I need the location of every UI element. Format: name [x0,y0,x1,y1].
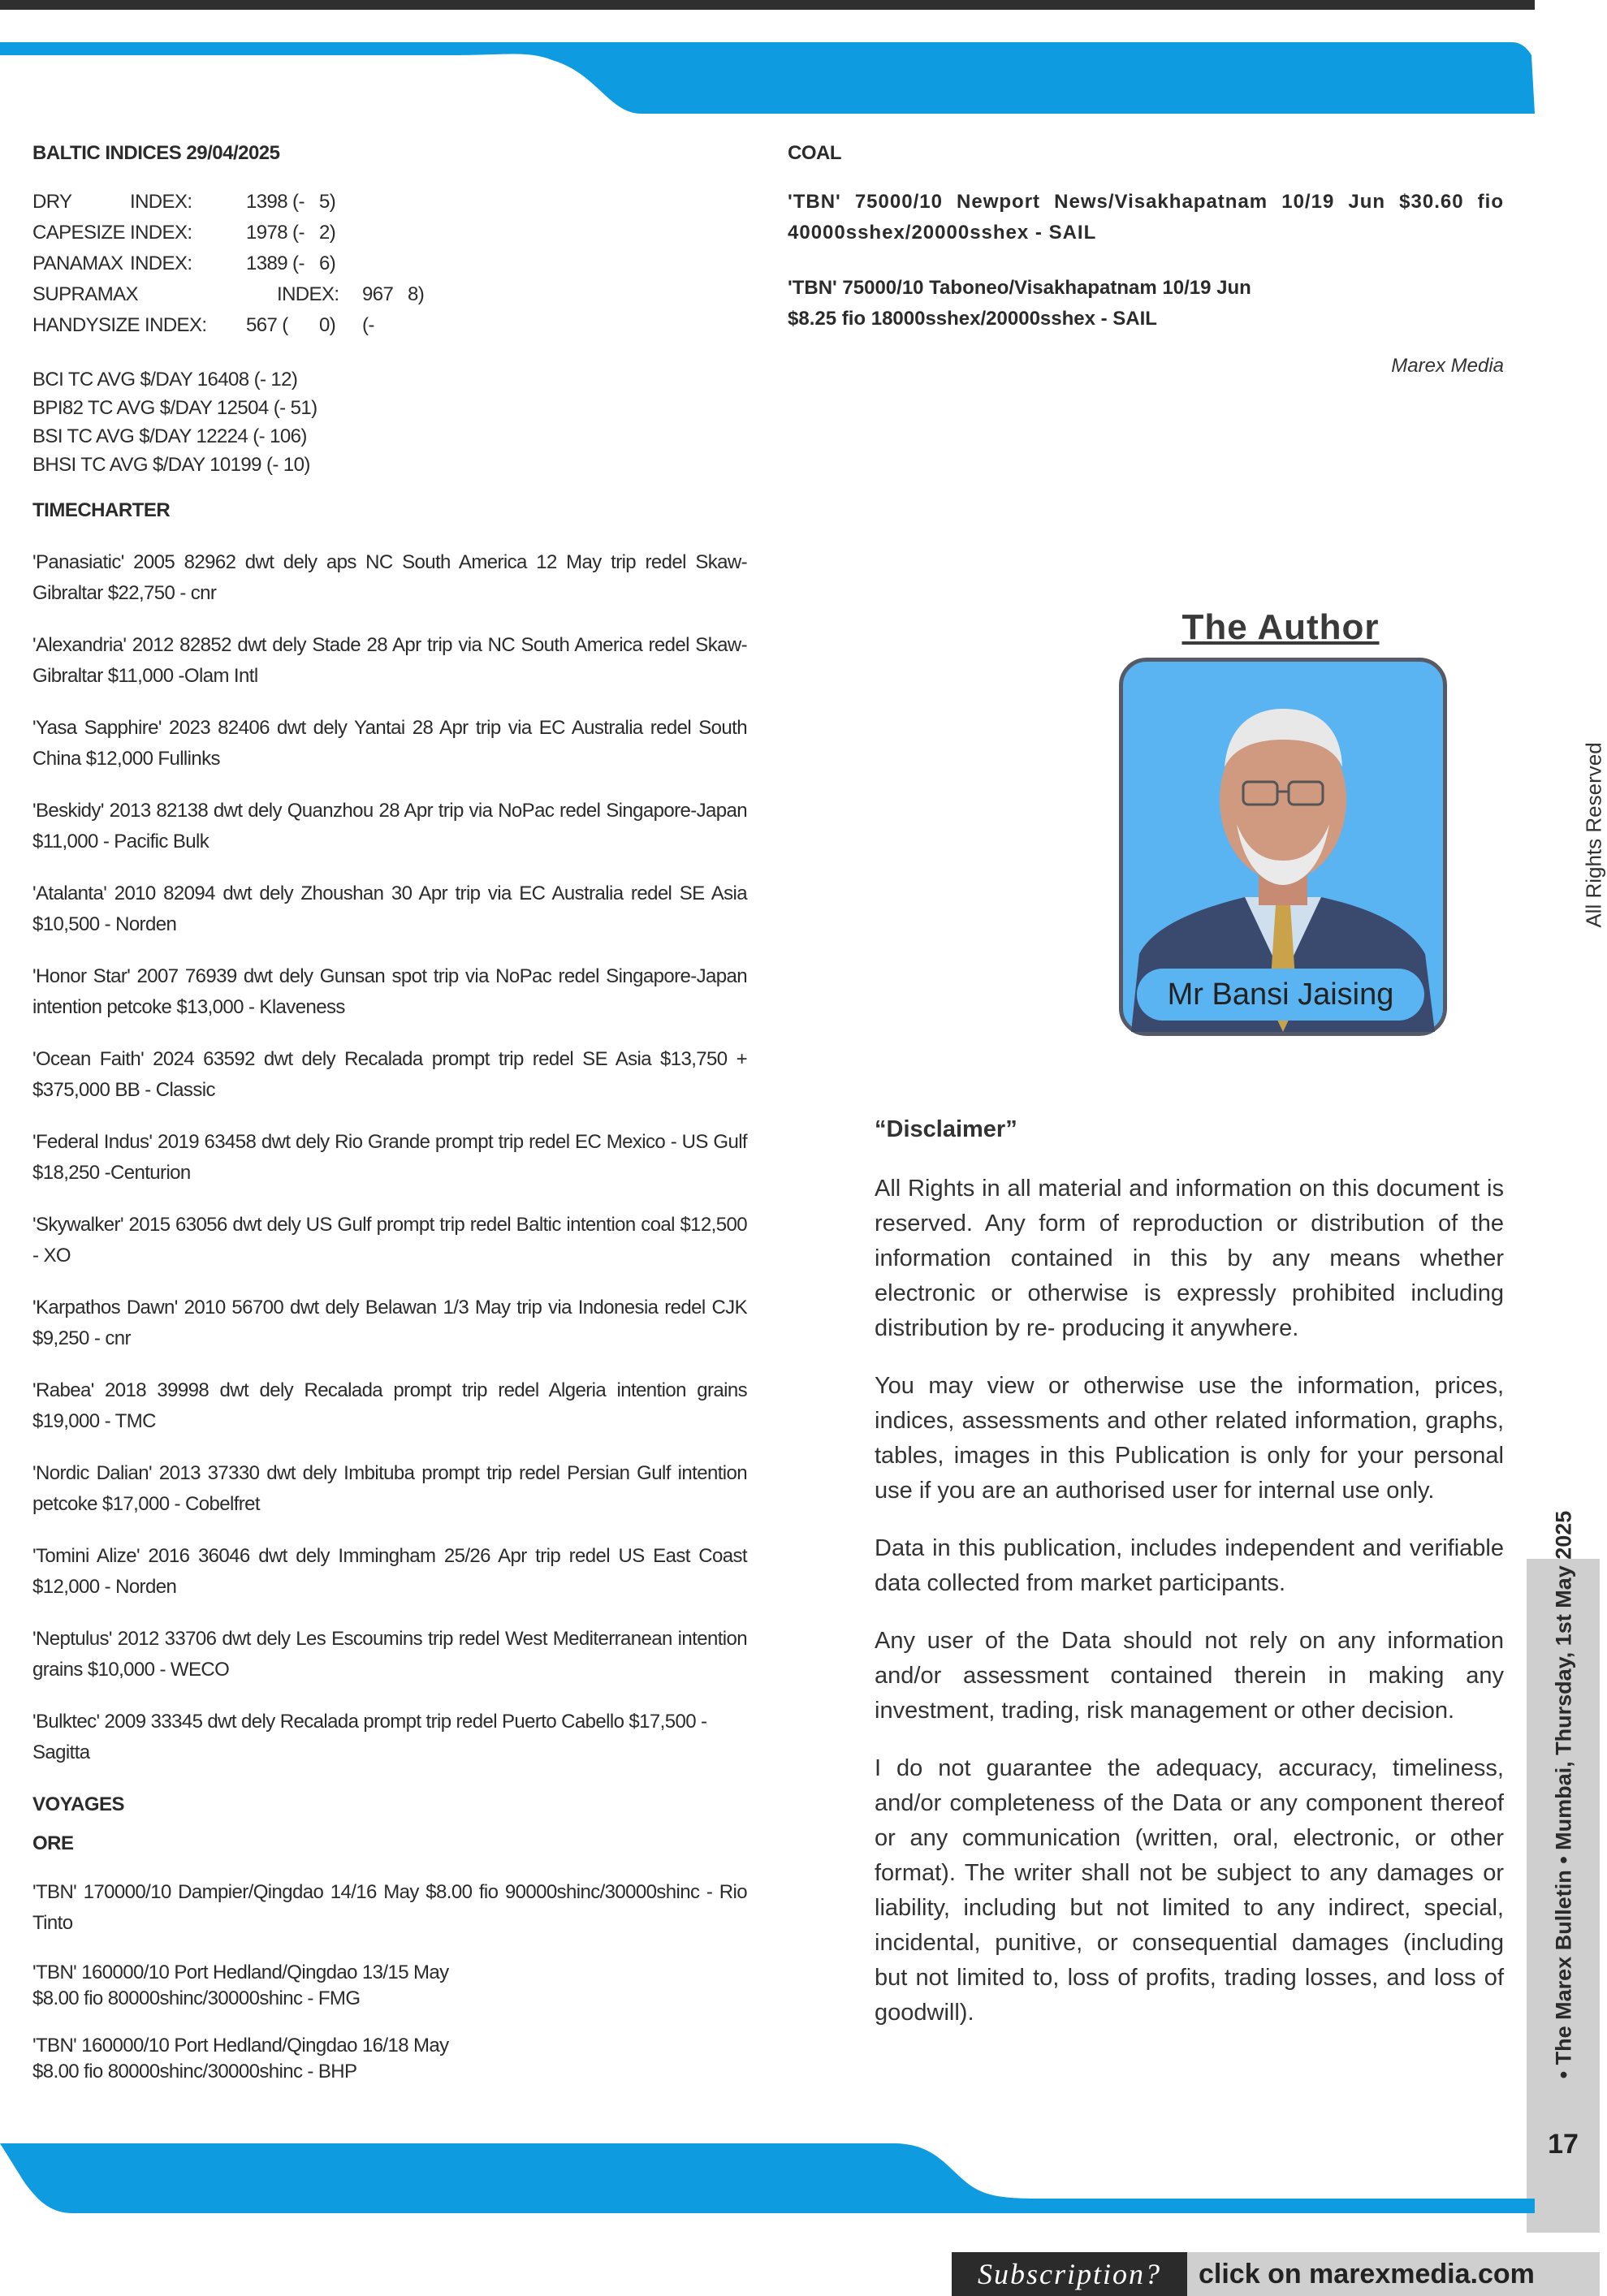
bulletin-sidebar-text: • The Marex Bulletin • Mumbai, Thursday, 1st May 2025 [1551,1510,1576,2079]
index-value: 1389 (- [246,252,305,274]
tc-avg-line: BPI82 TC AVG $/DAY 12504 (- 51) [32,397,318,419]
right-column [788,138,1504,382]
all-rights-reserved: All Rights Reserved [1581,742,1606,928]
coal-fixture-line: 'TBN' 75000/10 Taboneo/Visakhapatnam 10/19 Jun [788,277,1251,299]
ore-fixture [32,1960,747,2012]
index-value: 967 (- [362,283,394,336]
disclaimer-paragraph: I do not guarantee the adequacy, accuracy, timeliness, and/or completeness of the Data or any component thereof or any communication (written, oral, electronic, or other format). The writer shall not be subject to any damages or liability, including but not limited to any indirect, special, incidental, punitive, or consequential damages (including but not limited to, loss of profits, trading losses, and loss of goodwill). [875,1755,1504,2026]
tc-avg-line: BHSI TC AVG $/DAY 10199 (- 10) [32,454,310,476]
index-label: INDEX: [277,283,339,305]
ore-fixture: 'TBN' 170000/10 Dampier/Qingdao 14/16 May $8.00 fio 90000shinc/30000shinc - Rio Tinto [32,1881,747,1934]
index-row-capesize [32,218,747,248]
fixture-item: 'Tomini Alize' 2016 36046 dwt dely Immingham 25/26 Apr trip redel US East Coast $12,000 - Norden [32,1545,747,1598]
index-value: 1398 (- [246,191,305,213]
index-change: 8) [408,283,425,305]
disclaimer-title: “Disclaimer” [875,1116,1017,1142]
fixture-item: 'Rabea' 2018 39998 dwt dely Recalada prompt trip redel Algeria intention grains $19,000 - TMC [32,1379,747,1432]
index-label: INDEX: [130,252,192,274]
index-name: SUPRAMAX [32,283,138,305]
fixture-item: 'Nordic Dalian' 2013 37330 dwt dely Imbituba prompt trip redel Persian Gulf intention petcoke $17,000 - Cobelfret [32,1462,747,1515]
index-change: 6) [319,252,336,274]
ore-title: ORE [32,1832,74,1854]
index-row-handysize [32,310,747,341]
ore-fixture-line: $8.00 fio 80000shinc/30000shinc - FMG [32,1987,361,2009]
fixture-item: 'Honor Star' 2007 76939 dwt dely Gunsan spot trip via NoPac redel Singapore-Japan intention petcoke $13,000 - Klaveness [32,965,747,1018]
fixture-item: 'Bulktec' 2009 33345 dwt dely Recalada prompt trip redel Puerto Cabello $17,500 - Sagitta [32,1711,707,1763]
author-heading: The Author [1181,607,1380,647]
timecharter-title: TIMECHARTER [32,499,171,521]
coal-title: COAL [788,142,841,164]
disclaimer-paragraph: Any user of the Data should not rely on any information and/or assessment contained therein in making any investment, trading, risk management or other decision. [875,1628,1504,1724]
coal-fixture: 'TBN' 75000/10 Newport News/Visakhapatnam 10/19 Jun $30.60 fio 40000sshex/20000sshex - SAIL [788,191,1504,244]
subscription-link[interactable]: click on marexmedia.com [1199,2259,1535,2290]
fixture-item: 'Federal Indus' 2019 63458 dwt dely Rio Grande prompt trip redel EC Mexico - US Gulf $18,250 -Centurion [32,1131,747,1184]
baltic-index-table [32,187,747,341]
fixture-item: 'Alexandria' 2012 82852 dwt dely Stade 28 Apr trip via NC South America redel Skaw-Gibraltar $11,000 -Olam Intl [32,634,747,687]
tc-averages [32,365,747,479]
disclaimer-paragraph: Data in this publication, includes independent and verifiable data collected from market participants. [875,1535,1504,1596]
index-row-dry [32,187,747,218]
page-number: 17 [1548,2129,1579,2160]
left-column [32,138,747,2085]
fixture-item: 'Karpathos Dawn' 2010 56700 dwt dely Belawan 1/3 May trip via Indonesia redel CJK $9,250 - cnr [32,1297,747,1349]
index-spacer [130,279,277,310]
fixture-item: 'Yasa Sapphire' 2023 82406 dwt dely Yantai 28 Apr trip via EC Australia redel South China $12,000 Fullinks [32,717,747,770]
subscription-label: Subscription? [952,2252,1187,2296]
index-label: INDEX: [130,191,192,213]
fixture-item: 'Neptulus' 2012 33706 dwt dely Les Escoumins trip redel West Mediterranean intention grains $10,000 - WECO [32,1628,747,1681]
ore-fixture-line: $8.00 fio 80000shinc/30000shinc - BHP [32,2061,357,2082]
disclaimer [875,1112,1504,2053]
coal-fixture [788,273,1504,334]
index-change: 2) [319,222,336,244]
index-change: 5) [319,191,336,213]
baltic-title: BALTIC INDICES 29/04/2025 [32,142,280,164]
index-row-panamax [32,248,747,279]
tc-avg-line: BCI TC AVG $/DAY 16408 (- 12) [32,369,298,391]
index-label: INDEX: [130,222,192,244]
top-bar [0,0,1535,10]
top-swoosh [0,41,1543,115]
author-name: Mr Bansi Jaising [1137,969,1424,1021]
bottom-swoosh [0,2142,1543,2216]
index-name: DRY [32,191,72,213]
credit-marex-media: Marex Media [1391,355,1504,377]
index-value: 567 ( [246,314,288,336]
coal-fixture-line: $8.25 fio 18000sshex/20000sshex - SAIL [788,308,1157,330]
disclaimer-paragraph: All Rights in all material and information on this document is reserved. Any form of reproduction or distribution of the information contained in this by any means whether electronic or otherwise is expressly prohibited including distribution by re- producing it anywhere. [875,1176,1504,1341]
fixture-item: 'Skywalker' 2015 63056 dwt dely US Gulf prompt trip redel Baltic intention coal $12,500 - XO [32,1214,747,1267]
fixture-item: 'Beskidy' 2013 82138 dwt dely Quanzhou 28 Apr trip via NoPac redel Singapore-Japan $11,000 - Pacific Bulk [32,800,747,852]
coal-fixtures [788,187,1504,334]
fixture-item: 'Panasiatic' 2005 82962 dwt dely aps NC South America 12 May trip redel Skaw-Gibraltar $22,750 - cnr [32,551,747,604]
timecharter-list [32,547,747,1768]
index-name: CAPESIZE [32,222,125,244]
ore-fixture [32,2033,747,2085]
index-name: PANAMAX [32,252,123,274]
ore-fixture-line: 'TBN' 160000/10 Port Hedland/Qingdao 16/18 May [32,2035,449,2056]
index-value: 1978 (- [246,222,305,244]
voyages-title: VOYAGES [32,1793,124,1815]
fixture-item: 'Ocean Faith' 2024 63592 dwt dely Recalada prompt trip redel SE Asia $13,750 + $375,000 BB - Classic [32,1048,747,1101]
index-change: 0) [319,314,336,336]
index-name: HANDYSIZE INDEX: [32,314,207,336]
fixture-item: 'Atalanta' 2010 82094 dwt dely Zhoushan 30 Apr trip via EC Australia redel SE Asia $10,500 - Norden [32,883,747,935]
disclaimer-paragraph: You may view or otherwise use the information, prices, indices, assessments and other related information, graphs, tables, images in this Publication is only for your personal use if you are an authorised user for internal use only. [875,1373,1504,1504]
ore-fixture-line: 'TBN' 160000/10 Port Hedland/Qingdao 13/15 May [32,1962,449,1983]
tc-avg-line: BSI TC AVG $/DAY 12224 (- 106) [32,425,307,447]
